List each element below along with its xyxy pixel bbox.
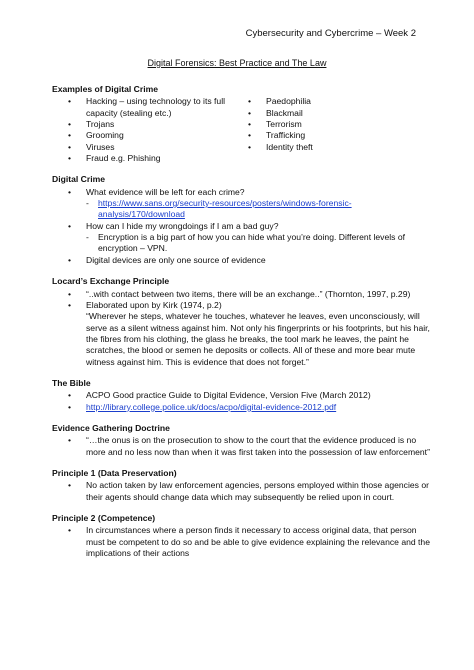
document-title: Digital Forensics: Best Practice and The Law [147, 58, 327, 68]
list-item: • Hacking – using technology to its full capacity (stealing etc.) [68, 96, 226, 118]
examples-columns [52, 96, 432, 164]
bible-list [52, 390, 432, 413]
examples-list-right [248, 96, 432, 164]
section-heading: The Bible [52, 377, 91, 388]
list-item: • Terrorism [248, 119, 302, 130]
kirk-quote-paragraph: “Wherever he steps, whatever he touches, whatever he leaves, even unconsciously, will serve as a silent witness against him. Not only his fingerprints or his footprints, but his hair, the fibres from his clothing, the glass he breaks, the tool mark he leaves, the paint he scratches, the blood or semen he deposits or collects. All of these and more bear mute witness against him. This is evidence that does not forget.” [86, 311, 430, 367]
sans-poster-link-item: - https://www.sans.org/security-resources/posters/windows-forensic-analysis/170/download [86, 198, 352, 220]
list-item: • Fraud e.g. Phishing [68, 153, 161, 164]
examples-list-left [52, 96, 248, 164]
list-item: • Elaborated upon by Kirk (1974, p.2) [68, 299, 222, 310]
section-heading: Examples of Digital Crime [52, 84, 159, 94]
evidence-list [52, 435, 432, 458]
page-header: Cybersecurity and Cybercrime – Week 2 [245, 28, 416, 39]
list-item: • What evidence will be left for each crime? [68, 186, 245, 197]
section-bible [52, 378, 432, 413]
section-heading: Principle 1 (Data Preservation) [52, 467, 177, 478]
section-digital-crime [52, 174, 432, 266]
encryption-note: - Encryption is a big part of how you can hide what you’re doing. Different levels of encryption – VPN. [86, 232, 406, 254]
sans-poster-link[interactable]: https://www.sans.org/security-resources/posters/windows-forensic-analysis/170/download [98, 198, 352, 220]
digital-crime-list-2 [52, 221, 432, 232]
section-heading: Digital Crime [52, 174, 106, 185]
digital-crime-list [52, 187, 432, 198]
list-item: • No action taken by law enforcement agencies, persons employed within those agencies or their agents should change data which may subsequently be relied upon in court. [68, 480, 429, 502]
list-item: • How can I hide my wrongdoings if I am a bad guy? [68, 220, 279, 231]
section-principle-1 [52, 468, 432, 503]
list-item: • “..with contact between two items, there will be an exchange..” (Thornton, 1997, p.29) [68, 288, 411, 299]
list-item: • “…the onus is on the prosecution to show to the court that the evidence produced is no more and no less now than when it was first taken into the possession of law enforcement” [68, 435, 430, 457]
principle-2-list [52, 525, 432, 559]
list-item: • Viruses [68, 141, 115, 152]
list-item: • http://library.college.police.uk/docs/acpo/digital-evidence-2012.pdf [68, 401, 337, 412]
locard-list [52, 289, 432, 312]
acpo-guide-link[interactable]: http://library.college.police.uk/docs/acpo/digital-evidence-2012.pdf [86, 401, 337, 412]
section-heading: Principle 2 (Competence) [52, 513, 156, 523]
list-item: • Paedophilia [248, 96, 311, 107]
section-principle-2 [52, 513, 432, 559]
document-body [52, 84, 432, 569]
list-item: • Trafficking [248, 130, 306, 141]
section-examples [52, 84, 432, 164]
section-heading: Locard’s Exchange Principle [52, 276, 170, 287]
section-evidence-doctrine [52, 423, 432, 458]
list-item: • Blackmail [248, 107, 303, 118]
list-item: • ACPO Good practice Guide to Digital Evidence, Version Five (March 2012) [68, 390, 371, 401]
principle-1-list [52, 480, 432, 503]
list-item: • Grooming [68, 130, 124, 141]
list-item: • Trojans [68, 119, 115, 130]
list-item: • Identity theft [248, 141, 313, 152]
list-item: • In circumstances where a person finds it necessary to access original data, that person must be competent to do so and be able to give evidence explaining the relevance and the implications of their actions [68, 525, 430, 559]
section-heading: Evidence Gathering Doctrine [52, 422, 170, 433]
list-item: • Digital devices are only one source of evidence [68, 254, 266, 265]
digital-crime-list-3 [52, 255, 432, 266]
section-locard [52, 276, 432, 368]
